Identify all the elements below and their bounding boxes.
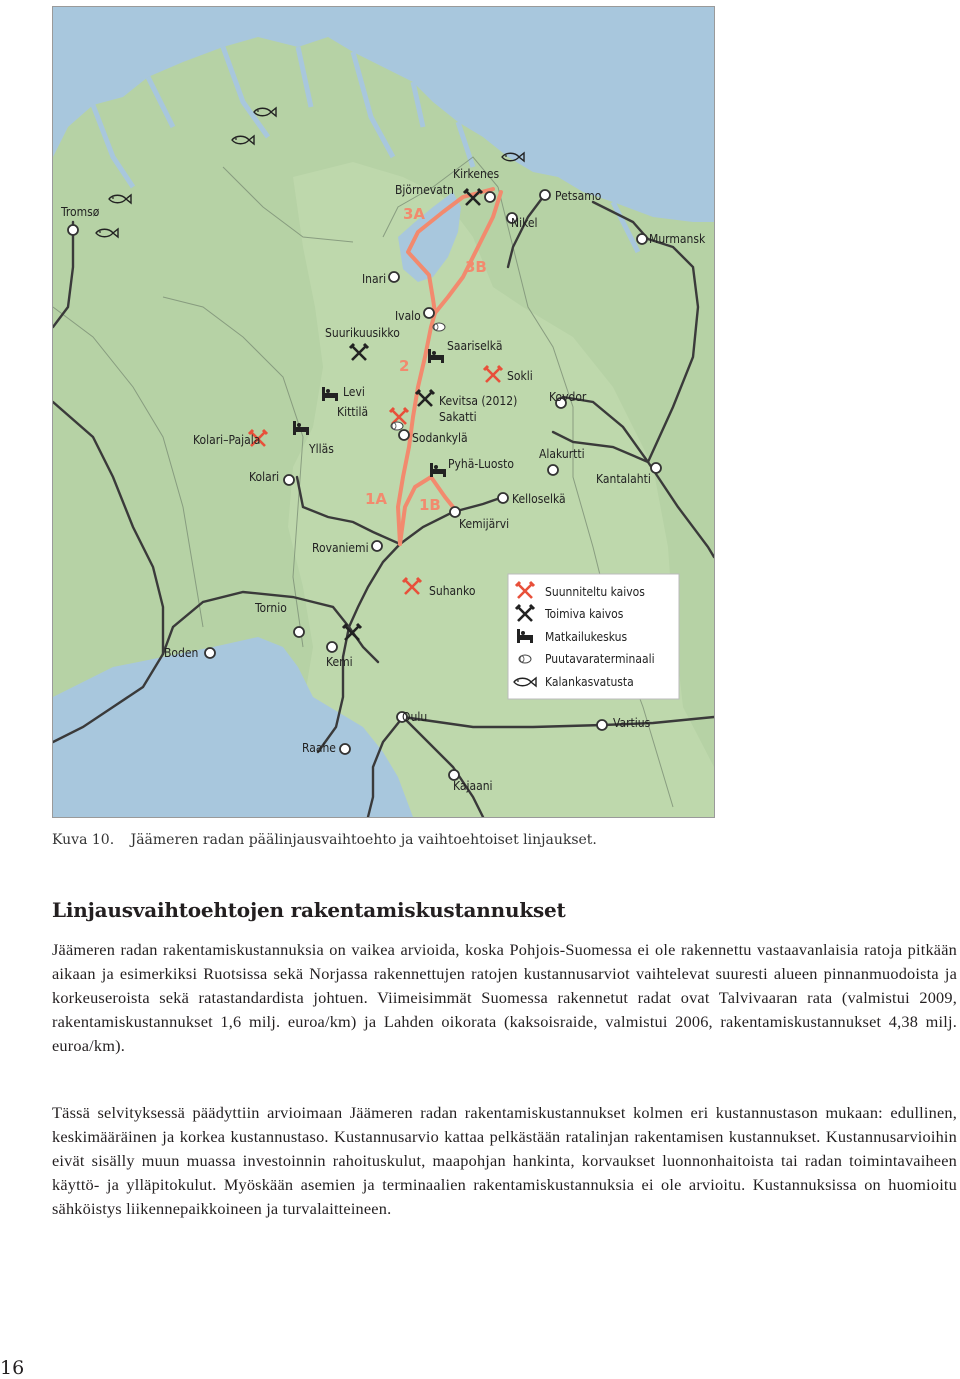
label-boden: Boden — [164, 646, 199, 660]
body-paragraph-2: Tässä selvityksessä päädyttiin arvioimaan Jäämeren radan rakentamiskustannukset kolmen eri kustannustason mukaan: edullinen, keskimääräinen ja korkea kustannustaso. Kustannusarvio kattaa pelkästään ratalinjan rakentamisen kustannukset. Kustannusarvioihin eivät sisälly muun muassa investoinnin rahoituskulut, maapohjan hankinta, korvaukset luonnonhaitoista tai radan toimintavaiheen käyttö- ja ylläpitokulut. Myöskään asemien ja terminaalien rakentamiskustannuksia ei ole arvioitu. Kustannuksissa on huomioitu sähköistys liikennepaikkoineen ja turvalaitteineen. — [52, 1103, 957, 1218]
label-kolari-pajala: Kolari–Pajala — [193, 433, 261, 447]
label-kolari: Kolari — [249, 470, 280, 484]
label-kittila: Kittilä — [337, 405, 369, 419]
label-sodankyla: Sodankylä — [412, 431, 468, 445]
label-nikel: Nikel — [511, 216, 538, 230]
label-ivalo: Ivalo — [395, 309, 421, 323]
map-legend — [508, 574, 679, 699]
route-map — [52, 6, 715, 818]
figure-caption — [52, 832, 597, 848]
label-tromso: Tromsø — [61, 205, 100, 219]
label-kantalahti: Kantalahti — [596, 472, 651, 486]
svg-text:Matkailukeskus: Matkailukeskus — [545, 630, 628, 644]
svg-text:Suunniteltu kaivos: Suunniteltu kaivos — [545, 585, 645, 599]
section-heading: Linjausvaihtoehtojen rakentamiskustannukset — [52, 898, 566, 922]
label-saariselka: Saariselkä — [447, 339, 503, 353]
route-label-3b: 3B — [465, 258, 487, 276]
label-suurikuusikko: Suurikuusikko — [325, 326, 400, 340]
label-tornio: Tornio — [255, 601, 287, 615]
label-pyha-luosto: Pyhä-Luosto — [448, 457, 514, 471]
label-kevitsa: Kevitsa (2012) — [439, 394, 518, 408]
route-label-3a: 3A — [403, 205, 426, 223]
svg-text:Puutavaraterminaali: Puutavaraterminaali — [545, 652, 655, 666]
label-petsamo: Petsamo — [555, 189, 602, 203]
label-vartius: Vartius — [613, 716, 651, 730]
body-paragraph-1: Jäämeren radan rakentamiskustannuksia on vaikea arvioida, koska Pohjois-Suomessa ei ole rakennettu vastaavanlaisia ratoja pitkään aikaan ja esimerkiksi Ruotsissa sekä Norjassa rakennettujen ratojen kustannusarviot vaihtelevat suuresti alueen pinnanmuodoista ja korkeuseroista sekä ratastandardista johtuen. Viimeisimmät Suomessa rakennetut radat ovat Talvivaaran rata (valmistui 2009, rakentamiskustannukset 1,6 milj. euroa/km) ja Lahden oikorata (kaksoisraide, valmistui 2006, rakentamiskustannukset 4,38 milj. euroa/km). — [52, 940, 957, 1055]
label-inari: Inari — [362, 272, 387, 286]
label-sokli: Sokli — [507, 369, 533, 383]
route-label-2: 2 — [399, 357, 410, 375]
label-kemijarvi: Kemijärvi — [459, 517, 510, 531]
caption-text: Jäämeren radan päälinjausvaihtoehto ja vaihtoehtoiset linjaukset. — [130, 832, 597, 848]
label-rovaniemi: Rovaniemi — [312, 541, 369, 555]
label-levi: Levi — [343, 385, 365, 399]
label-kirkenes: Kirkenes — [453, 167, 500, 181]
label-sakatti: Sakatti — [439, 410, 477, 424]
label-yllas: Ylläs — [309, 442, 334, 456]
label-bjornevatn: Björnevatn — [395, 183, 454, 197]
page-number: 16 — [0, 1357, 25, 1379]
label-kemi: Kemi — [326, 655, 353, 669]
label-alakurtti: Alakurtti — [539, 447, 585, 461]
label-kajaani: Kajaani — [453, 779, 493, 793]
route-label-1a: 1A — [365, 490, 388, 508]
caption-label: Kuva 10. — [52, 832, 115, 848]
label-murmansk: Murmansk — [649, 232, 706, 246]
svg-text:Kalankasvatusta: Kalankasvatusta — [545, 675, 634, 689]
route-label-1b: 1B — [419, 496, 441, 514]
svg-text:Toimiva kaivos: Toimiva kaivos — [545, 607, 624, 621]
label-kelloselka: Kelloselkä — [512, 492, 566, 506]
label-suhanko: Suhanko — [429, 584, 476, 598]
label-oulu: Oulu — [402, 710, 428, 724]
label-raahe: Raahe — [302, 741, 336, 755]
label-kovdor: Kovdor — [549, 390, 587, 404]
